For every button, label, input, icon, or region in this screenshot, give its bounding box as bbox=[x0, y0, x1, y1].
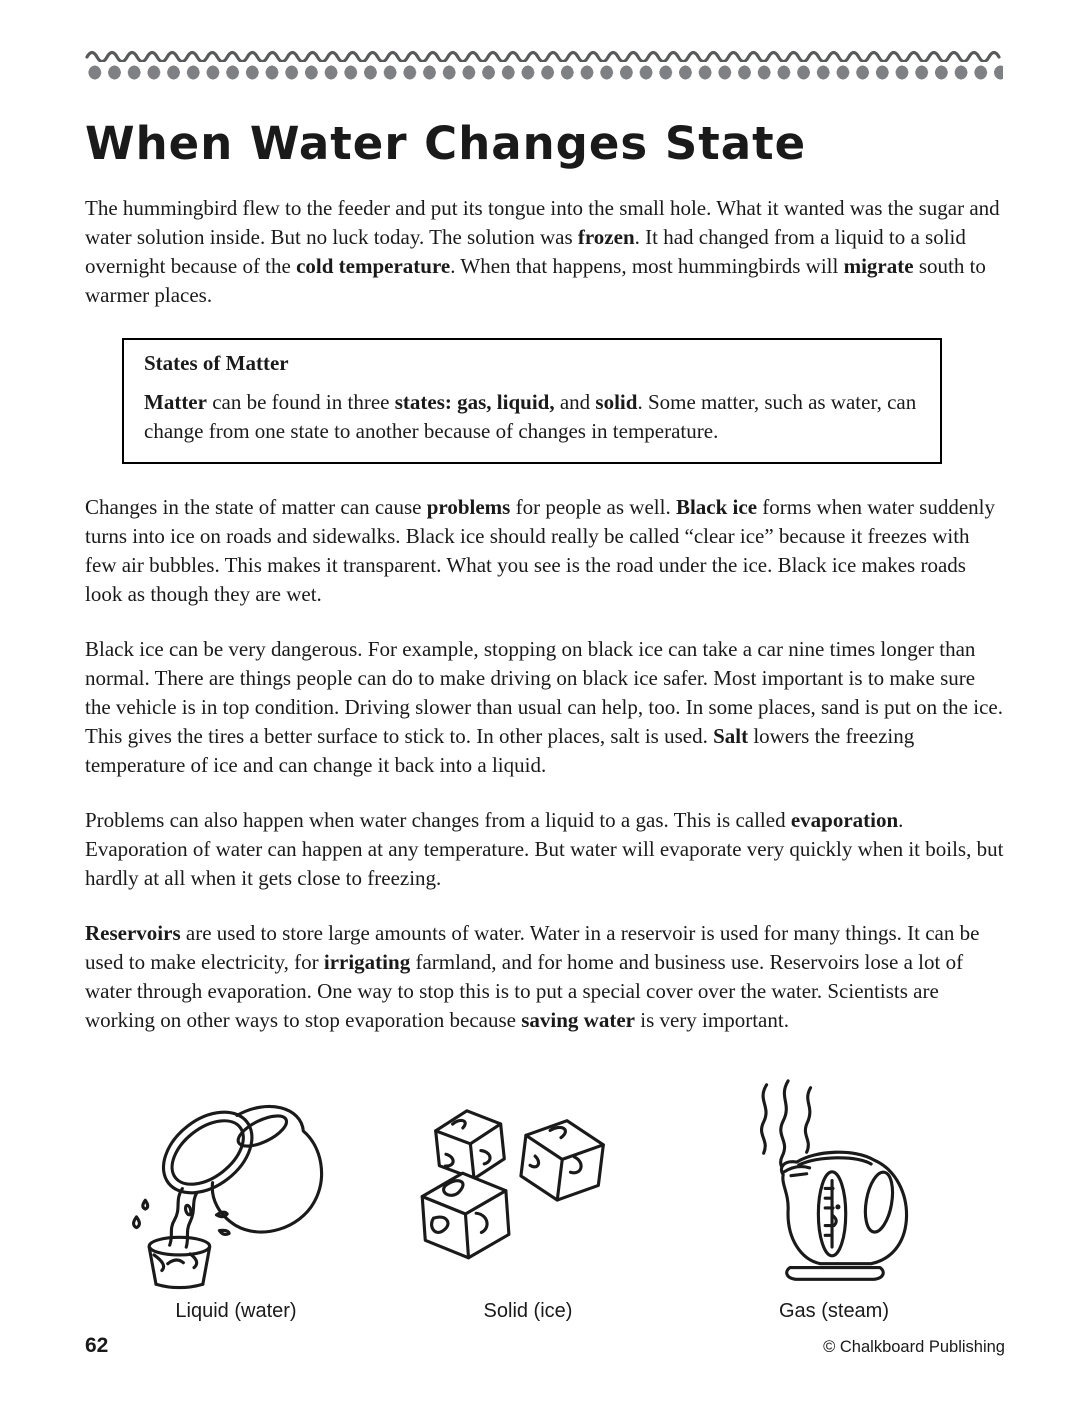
page-number: 62 bbox=[85, 1334, 109, 1357]
ice-cubes-icon bbox=[413, 1097, 643, 1292]
box-body: Matter can be found in three states: gas, liquid, and solid. Some matter, such as water, can change from one state to another because of changes in temperature. bbox=[144, 390, 917, 444]
page-footer bbox=[85, 1334, 1005, 1358]
paragraph-evaporation: Problems can also happen when water changes from a liquid to a gas. This is called evaporation. Evaporation of water can happen at any temperature. But water will evaporate very quickly when it boils, but hardly at all when it gets close to freezing. bbox=[85, 808, 1004, 891]
dot-row-icon bbox=[85, 65, 1003, 80]
wavy-line-icon bbox=[85, 44, 1003, 62]
paragraph-black-ice-forms: Changes in the state of matter can cause problems for people as well. Black ice forms when water suddenly turns into ice on roads and sidewalks. Black ice should really be called “clear ice” because it freezes with few air bubbles. This makes it transparent. What you see is the road under the ice. Black ice makes roads look as though they are wet. bbox=[85, 495, 995, 607]
figure-solid bbox=[413, 1097, 643, 1323]
figure-gas bbox=[719, 1077, 949, 1323]
intro-paragraph: The hummingbird flew to the feeder and put its tongue into the small hole. What it wanted was the sugar and water solution inside. But no luck today. The solution was frozen. It had changed from a liquid to a solid overnight because of the cold temperature. When that happens, most hummingbirds will migrate south to warmer places. bbox=[85, 196, 1000, 308]
steaming-kettle-icon bbox=[719, 1077, 949, 1292]
figure-label-solid: Solid (ice) bbox=[483, 1300, 573, 1323]
figures-row bbox=[85, 1077, 1005, 1323]
figure-liquid bbox=[121, 1092, 351, 1323]
page-title: When Water Changes State bbox=[85, 117, 807, 170]
header-decoration bbox=[85, 44, 1005, 80]
box-heading: States of Matter bbox=[144, 351, 289, 376]
pitcher-pouring-water-icon bbox=[121, 1092, 351, 1292]
states-of-matter-box bbox=[122, 338, 942, 464]
figure-label-gas: Gas (steam) bbox=[778, 1300, 890, 1323]
paragraph-black-ice-danger: Black ice can be very dangerous. For example, stopping on black ice can take a car nine times longer than normal. There are things people can do to make driving on black ice safer. Most important is to make sure the vehicle is in top condition. Driving slower than usual can help, too. In some places, sand is put on the ice. This gives the tires a better surface to stick to. In other places, salt is used. Salt lowers the freezing temperature of ice and can change it back into a liquid. bbox=[85, 637, 1003, 778]
copyright-notice: © Chalkboard Publishing bbox=[823, 1338, 1005, 1356]
paragraph-reservoirs: Reservoirs are used to store large amounts of water. Water in a reservoir is used for many things. It can be used to make electricity, for irrigating farmland, and for home and business use. Reservoirs lose a lot of water through evaporation. One way to stop this is to put a special cover over the water. Scientists are working on other ways to stop evaporation because saving water is very important. bbox=[85, 921, 980, 1033]
figure-label-liquid: Liquid (water) bbox=[175, 1300, 297, 1323]
